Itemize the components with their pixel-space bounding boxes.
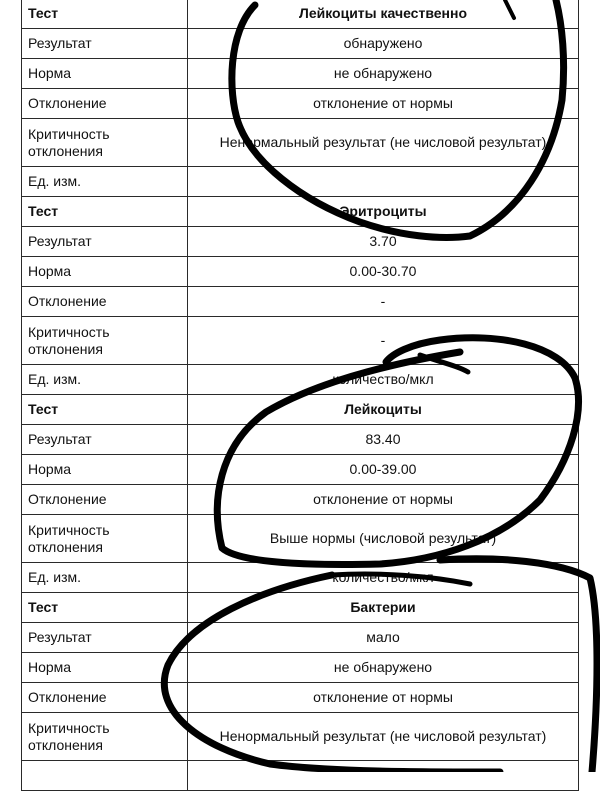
result-row xyxy=(22,29,579,59)
row-value xyxy=(188,761,579,791)
row-value: Ненормальный результат (не числовой результат) xyxy=(188,119,579,167)
row-value: - xyxy=(188,287,579,317)
row-label: Критичность отклонения xyxy=(22,119,188,167)
row-label: Результат xyxy=(22,29,188,59)
test-header-label: Тест xyxy=(22,395,188,425)
row-value: мало xyxy=(188,623,579,653)
row-value: отклонение от нормы xyxy=(188,485,579,515)
test-name: Бактерии xyxy=(188,593,579,623)
criticality-row xyxy=(22,317,579,365)
norm-row xyxy=(22,455,579,485)
deviation-row xyxy=(22,89,579,119)
row-label: Критичность отклонения xyxy=(22,515,188,563)
test-header-row xyxy=(22,593,579,623)
unit-row xyxy=(22,365,579,395)
lab-results-sheet xyxy=(21,0,579,791)
row-label: Результат xyxy=(22,425,188,455)
test-header-row xyxy=(22,395,579,425)
test-header-label: Тест xyxy=(22,0,188,29)
row-label: Норма xyxy=(22,653,188,683)
result-row xyxy=(22,425,579,455)
row-value: 83.40 xyxy=(188,425,579,455)
norm-row xyxy=(22,59,579,89)
norm-row xyxy=(22,653,579,683)
row-label: Норма xyxy=(22,59,188,89)
row-value xyxy=(188,167,579,197)
lab-results-table xyxy=(21,0,579,791)
row-value: 0.00-39.00 xyxy=(188,455,579,485)
row-label: Отклонение xyxy=(22,89,188,119)
row-value: обнаружено xyxy=(188,29,579,59)
row-value: отклонение от нормы xyxy=(188,683,579,713)
unit-row xyxy=(22,761,579,791)
test-name: Эритроциты xyxy=(188,197,579,227)
criticality-row xyxy=(22,119,579,167)
row-label: Ед. изм. xyxy=(22,167,188,197)
row-label: Отклонение xyxy=(22,683,188,713)
row-label: Результат xyxy=(22,623,188,653)
test-name: Лейкоциты качественно xyxy=(188,0,579,29)
row-label: Ед. изм. xyxy=(22,563,188,593)
row-value: не обнаружено xyxy=(188,653,579,683)
test-header-row xyxy=(22,197,579,227)
row-value: 3.70 xyxy=(188,227,579,257)
result-row xyxy=(22,623,579,653)
row-value: - xyxy=(188,317,579,365)
test-name: Лейкоциты xyxy=(188,395,579,425)
deviation-row xyxy=(22,485,579,515)
test-header-label: Тест xyxy=(22,593,188,623)
row-value: Выше нормы (числовой результат) xyxy=(188,515,579,563)
row-value: количество/мкл xyxy=(188,365,579,395)
criticality-row xyxy=(22,713,579,761)
row-label: Ед. изм. xyxy=(22,365,188,395)
row-label: Отклонение xyxy=(22,485,188,515)
result-row xyxy=(22,227,579,257)
test-header-row xyxy=(22,0,579,29)
criticality-row xyxy=(22,515,579,563)
row-label: Критичность отклонения xyxy=(22,317,188,365)
row-value: отклонение от нормы xyxy=(188,89,579,119)
row-value: 0.00-30.70 xyxy=(188,257,579,287)
row-value: количество/мкл xyxy=(188,563,579,593)
row-value: Ненормальный результат (не числовой результат) xyxy=(188,713,579,761)
row-label: Результат xyxy=(22,227,188,257)
row-label: Критичность отклонения xyxy=(22,713,188,761)
deviation-row xyxy=(22,287,579,317)
row-value: не обнаружено xyxy=(188,59,579,89)
norm-row xyxy=(22,257,579,287)
row-label: Норма xyxy=(22,455,188,485)
unit-row xyxy=(22,563,579,593)
row-label: Отклонение xyxy=(22,287,188,317)
row-label: Норма xyxy=(22,257,188,287)
row-label xyxy=(22,761,188,791)
deviation-row xyxy=(22,683,579,713)
test-header-label: Тест xyxy=(22,197,188,227)
unit-row xyxy=(22,167,579,197)
